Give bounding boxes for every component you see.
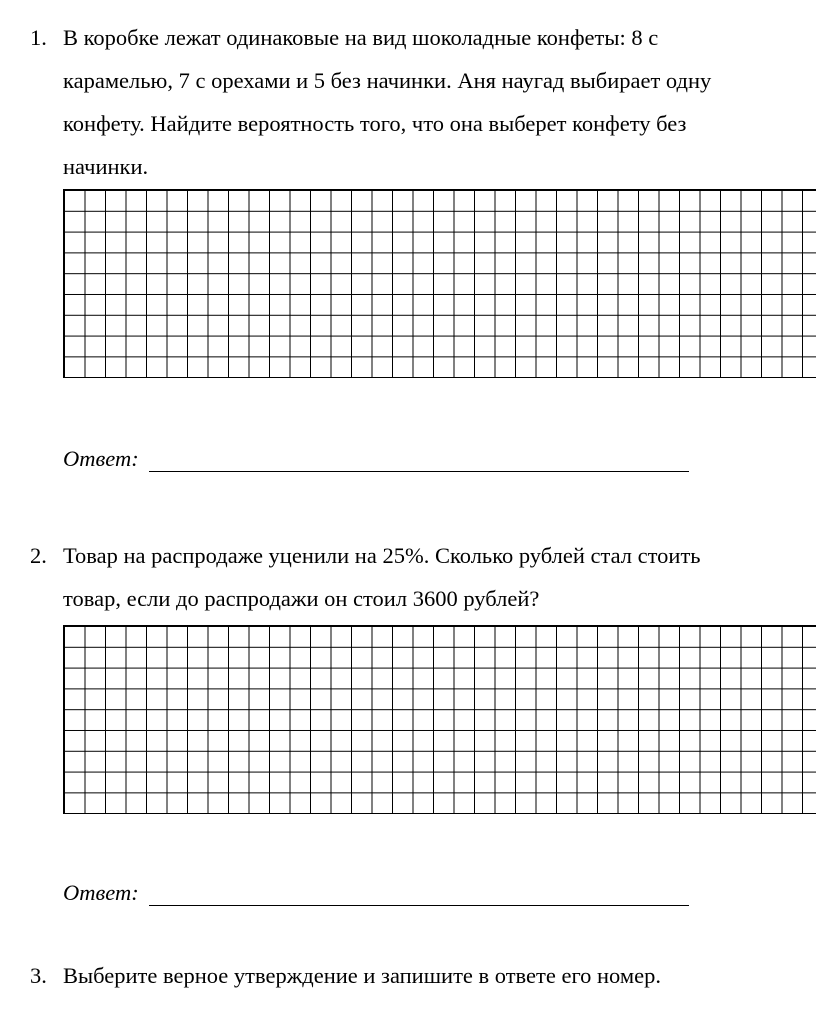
task-text-line: начинки.	[63, 154, 149, 179]
answer-line[interactable]	[149, 905, 689, 906]
task-text	[63, 16, 803, 188]
task-text-line: В коробке лежат одинаковые на вид шоколадные конфеты: 8 с	[63, 25, 659, 50]
task-text-line: товар, если до распродажи он стоил 3600 рублей?	[63, 586, 540, 611]
task-text-line: карамелью, 7 с орехами и 5 без начинки. Аня наугад выбирает одну	[63, 68, 712, 93]
answer-line[interactable]	[149, 471, 689, 472]
task-text-line: Товар на распродаже уценили на 25%. Сколько рублей стал стоить	[63, 543, 701, 568]
task-text	[63, 954, 803, 997]
task-number: 1.	[30, 25, 47, 50]
task-text-line: Выберите верное утверждение и запишите в ответе его номер.	[63, 963, 661, 988]
answer-field	[63, 878, 703, 908]
answer-label: Ответ:	[63, 880, 139, 905]
answer-field	[63, 444, 703, 474]
task-number: 3.	[30, 963, 47, 988]
task-number: 2.	[30, 543, 47, 568]
task-text-line: конфету. Найдите вероятность того, что она выберет конфету без	[63, 111, 687, 136]
solution-grid	[63, 625, 816, 814]
answer-label: Ответ:	[63, 446, 139, 471]
solution-grid	[63, 189, 816, 378]
task-text	[63, 534, 803, 620]
